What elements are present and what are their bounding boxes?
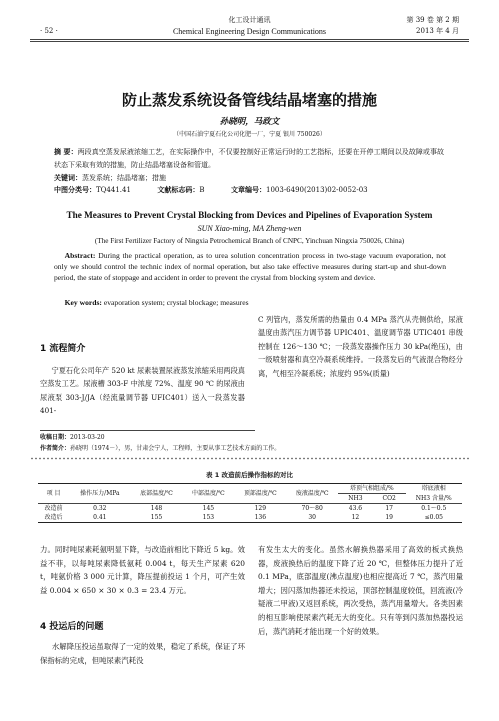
table-head-sub: CO2 [373,494,406,504]
abstract-label: 摘 要： [54,148,78,156]
body-paragraph: 力。同时吨尿素耗氨明显下降，与改造前相比下降近 5 kg。效益不菲，以每吨尿素降低氨耗 0.004 t，每天生产尿素 620 t，吨氨价格 3 000 元计算，降压提前投运 1 个月，可产生效益 0.004 × 650 × 30 × 0.3 = 23.4 万元。 [40,545,245,595]
table-cell: 129 [254,505,267,512]
english-affiliation: (The First Fertilizer Factory of Ningxia Petrochemical Branch of CNPC, Yinchuan Ningxia 750026, China) [94,237,405,245]
table-head-item: 项 目 [38,484,69,504]
author-bio: 孙晓明（1974－），男，甘肃会宁人，工程师，主要从事工艺技术方面的工作。 [70,445,281,452]
paper-title: 防止蒸发系统设备管线结晶堵塞的措施 [121,91,377,109]
table-head-col: 操作压力/MPa [69,484,130,504]
table-cell: 0.1～0.5 [421,505,447,512]
table-head-col: 中部温度/℃ [182,484,234,504]
table-cell: ≤0.05 [424,514,443,521]
table-head-col: 底部温度/℃ [131,484,183,504]
body-column-left [40,364,245,418]
table-caption: 表 1 改造前后操作指标的对比 [205,471,294,479]
body-paragraph: 水解降压投运虽取得了一定的效果，稳定了系统，保证了环保指标的完成，但吨尿素汽耗没 [40,642,245,665]
english-keywords-label: Key words: [64,298,102,307]
english-keywords-text: evaporation system; crystal blockage; measures [103,298,249,307]
article-id-label: 文章编号： [231,186,266,194]
table-head-col: 顶部温度/℃ [234,484,286,504]
english-abstract [54,250,446,284]
header-rule [30,39,469,40]
classification-line [54,184,444,196]
footnote-rule [40,430,255,431]
table-cell: 19 [385,514,393,521]
received-date: 2013-03-20 [70,434,105,441]
section-heading-4: 4 投运后的问题 [40,622,104,632]
body-column-right [258,313,463,380]
table-head-group-liquid: 塔底液相 [421,485,446,493]
journal-volume: 第 39 卷 第 2 期 [406,16,459,24]
table-cell: 17 [385,505,393,512]
english-abstract-label: Abstract: [64,251,96,260]
table-cell: 30 [308,514,316,521]
table-row-label: 改造前 [44,505,63,512]
decorative-divider [30,456,469,461]
keywords-cn [54,172,444,184]
table-head-col: 废液温度/℃ [286,484,338,504]
section-heading-1: 1 流程简介 [40,344,86,354]
table-cell: 12 [351,514,360,521]
journal-date: 2013 年 4 月 [416,27,459,35]
table-row-label: 改造后 [44,514,63,521]
table-row [38,504,462,514]
table-cell: 0.32 [93,505,107,512]
bottom-column-left-2 [40,640,245,667]
bottom-column-left [40,543,245,597]
table-cell: 145 [202,505,215,512]
clc-value: TQ441.41 [96,186,131,194]
table-cell: 153 [202,514,215,521]
english-abstract-text: During the practical operation, as to urea solution concentration process in two-stage vacuum evaporation, not only we should control the technic index of normal operation, but also take effective measures during start-up and shut-down period, the state of stoppage and accident in order to prevent the crystal from blocking system and device. [54,251,446,283]
table-cell: 155 [150,514,163,521]
table-cell: 43.6 [348,505,363,512]
page-number: · 52 · [40,27,58,35]
bottom-column-right [258,543,463,638]
body-paragraph: C 列管内，蒸发所需的热量由 0.4 MPa 蒸汽从壳侧供给，尿液温度由蒸汽压力调节器 UPIC401、温度调节器 UTIC401 串级控制在 126～130 ℃；一段蒸发器操作压力 30 kPa(绝压)，由一级喷射器和真空冷凝系统维持。一段蒸发后的气液混合物经分离，气相至冷凝系统；浓度约 95%(质量) [258,315,463,378]
keywords-label: 关键词： [54,174,82,182]
article-id-value: 1003-6490(2013)02-0052-03 [266,186,368,194]
table-head-sub: NH3 含量/% [406,494,462,504]
paper-authors: 孙晓明，马政文 [219,117,280,127]
keywords-text: 蒸发系统；结晶堵塞；措施 [82,174,166,182]
english-authors: SUN Xiao-ming, MA Zheng-wen [197,224,302,233]
english-keywords [54,297,446,308]
english-title: The Measures to Prevent Crystal Blocking from Devices and Pipelines of Evaporation System [66,210,433,220]
paper-affiliation: （中国石油宁夏石化公司化肥一厂，宁夏 银川 750026） [173,131,326,138]
body-paragraph: 有发生太大的变化。虽然水解换热器采用了高效的板式换热器，废液换热后的温度下降了近 20 ℃，但整体压力提升了近 0.1 MPa，底部温度(沸点温度)也相应提高近 7 ℃，蒸汽用量增大；因闪蒸加热器还未投运，顶部控制温度较低，回流液(冷疑液二甲液)又返回系统，两次受热，蒸汽用量增大。各类因素的相互影响使尿素汽耗无大的变化。只有等到闪蒸加热器投运后，蒸汽消耗才能出现一个好的效果。 [258,545,463,636]
journal-name-en: Chemical Engineering Design Communications [172,27,327,36]
table-row [38,513,462,523]
abstract-text: 两段真空蒸发尿液浓缩工艺，在实际操作中，不仅要控制好正常运行时的工艺指标，还要在开停工期间以及故障或事故状态下采取有效的措施，防止结晶堵塞设备和管道。 [54,148,444,169]
doc-code-label: 文献标志码： [157,186,200,194]
table-cell: 0.41 [93,514,107,521]
clc-label: 中图分类号： [54,186,96,194]
footnote-received [40,433,105,443]
footnote-author [40,444,470,454]
table-cell: 148 [150,505,163,512]
header-rule-2 [30,41,469,42]
table-head-sub: NH3 [338,494,373,504]
abstract-cn [54,146,444,172]
table-cell: 136 [254,514,267,521]
body-paragraph: 宁夏石化公司年产 520 kt 尿素装置尿液蒸发浓缩采用两段真空蒸发工艺。尿液槽 303-F 中浓度 72%、温度 90 ℃ 的尿液由尿液泵 303-J/JA（经流量调节器 UFIC401）送入一段蒸发器 401- [40,366,245,416]
received-label: 收稿日期： [40,434,71,441]
comparison-table [38,483,462,523]
journal-name-cn: 化工设计通讯 [228,16,271,24]
table-cell: 70～80 [301,505,323,512]
author-bio-label: 作者简介： [40,445,71,452]
table-head-group-gas: 塔顶气相组成/% [338,484,405,494]
doc-code-value: B [199,186,205,194]
